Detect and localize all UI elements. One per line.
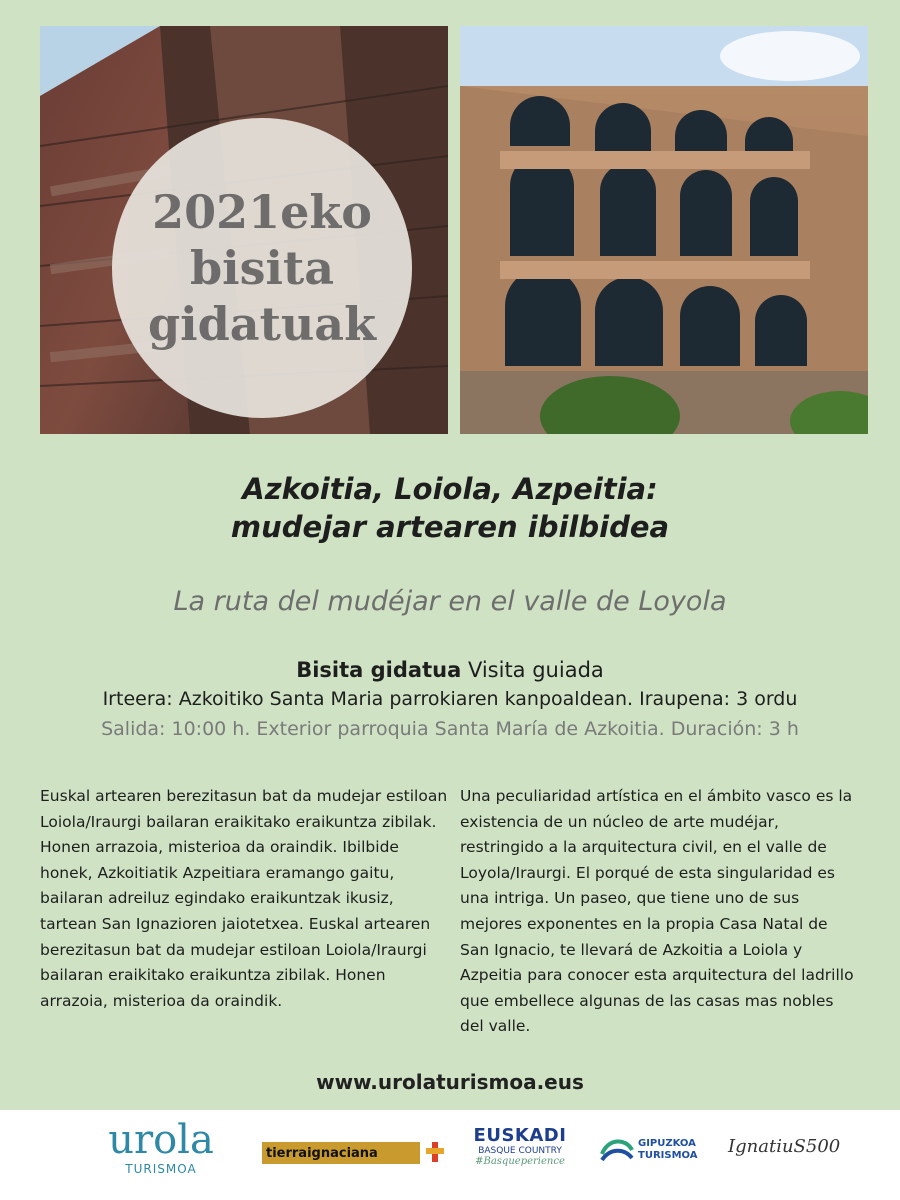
tierra-logo-text: tierraignaciana [266,1145,378,1161]
gipuzkoa-turismoa-logo[interactable] [598,1132,710,1172]
urola-logo-sub: TURISMOA [125,1162,197,1176]
gipuzkoa-icon [598,1134,636,1168]
visit-type-line [0,656,900,684]
departure-spanish: Salida: 10:00 h. Exterior parroquia Santa María de Azkoitia. Duración: 3 h [101,718,799,740]
title-line-2: mudejar artearen ibilbidea [230,510,670,544]
visit-info [0,656,900,744]
tierra-ignaciana-logo[interactable] [262,1142,420,1164]
footer-logos [0,1110,900,1200]
building-illustration [460,26,868,434]
gipuzkoa-logo-text [638,1138,698,1162]
badge-line-1: 2021eko [152,184,372,239]
gipuzkoa-line-1: GIPUZKOA [638,1138,696,1149]
website-link[interactable]: www.urolaturismoa.eus [316,1070,584,1094]
tower-photo [40,26,448,434]
building-photo [460,26,868,434]
ignatius-500-logo[interactable]: IgnatiuS500 [728,1136,841,1157]
badge-line-3: gidatuak [148,297,376,352]
euskadi-logo-tag: #Basqueperience [475,1156,565,1167]
title-block [0,470,900,546]
euskadi-logo-main: EUSKADI [473,1125,567,1146]
body-spanish: Una peculiaridad artística en el ámbito vasco es la existencia de un núcleo de arte mudéjar, restringido a la arquitectura civil, en el valle de Loyola/Iraurgi. El porqué de esta singularidad es una intriga. Un paseo, que tiene uno de sus mejores exponentes en la propia Casa Natal de San Ignacio, te llevará de Azkoitia a Loiola y Azpeitia para conocer esta arquitectura del ladrillo que embellece algunas de las casas mas nobles del valle. [460,787,854,1036]
euskadi-logo[interactable] [470,1126,570,1167]
visit-spanish: Visita guiada [467,658,604,682]
euskadi-logo-sub: BASQUE COUNTRY [478,1146,562,1156]
subtitle: La ruta del mudéjar en el valle de Loyola [173,586,727,617]
badge-line-2: bisita [189,240,335,295]
departure-basque: Irteera: Azkoitiko Santa Maria parrokiaren kanpoaldean. Iraupena: 3 ordu [102,688,798,710]
urola-turismoa-logo[interactable] [96,1118,226,1176]
visit-basque: Bisita gidatua [296,658,462,682]
title-line-1: Azkoitia, Loiola, Azpeitia: [242,472,658,506]
body-basque: Euskal artearen berezitasun bat da mudejar estiloan Loiola/Iraurgi bailaran eraikitako eraikuntza zibilak. Honen arrazoia, misterioa da oraindik. Ibilbide honek, Azkoitiatik Azpeitiara eramango gaitu, bailaran adreiluz egindako eraikuntzak ikusiz, tartean San Ignazioren jaiotetxea. Euskal artearen berezitasun bat da mudejar estiloan Loiola/Iraurgi bailaran eraikitako eraikuntza zibilak. Honen arrazoia, misterioa da oraindik. [40,787,448,1010]
year-badge [112,118,412,418]
urola-logo-main: urola [108,1117,214,1163]
cross-icon [424,1140,446,1164]
gipuzkoa-line-2: TURISMOA [638,1150,698,1161]
